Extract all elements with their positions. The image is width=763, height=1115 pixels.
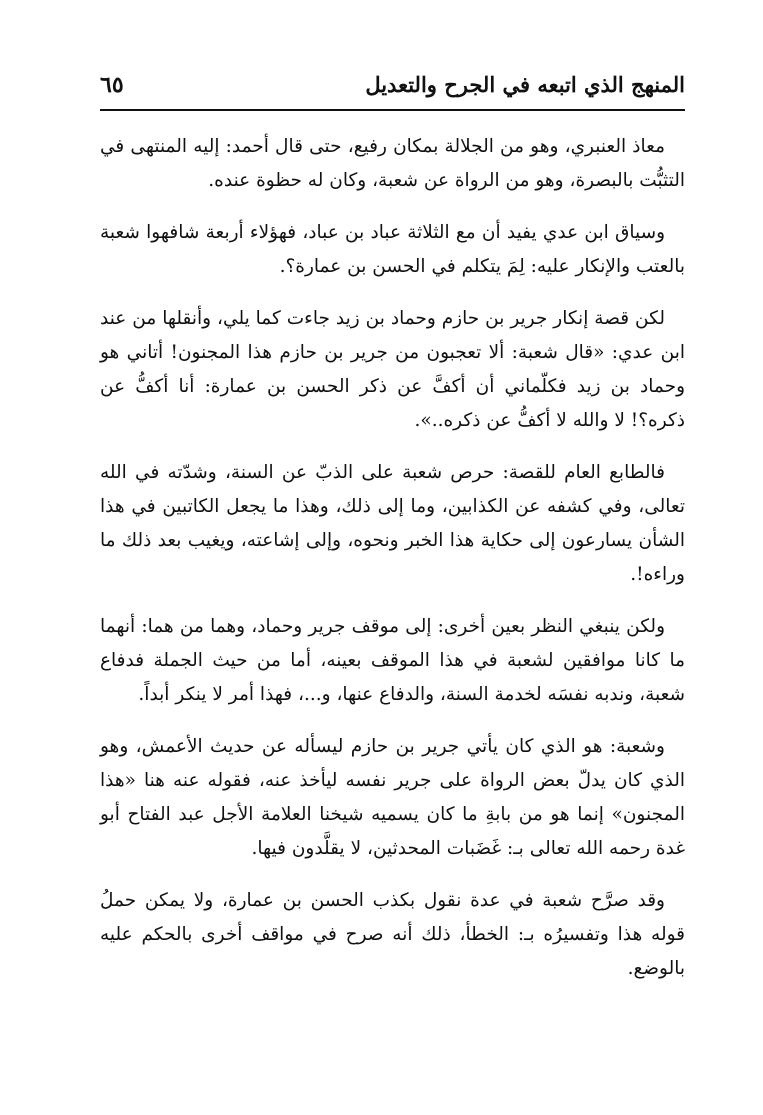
running-title: المنهج الذي اتبعه في الجرح والتعديل [365,72,685,97]
paragraph-6: وشعبة: هو الذي كان يأتي جرير بن حازم ليسأله عن حديث الأعمش، وهو الذي كان يدلّ بعض الرواة على جرير نفسه ليأخذ عنه، فقوله عنه هنا «هذا المجنون» إنما هو من بابةِ ما كان يسميه شيخنا العلامة الأجل عبد الفتاح أبو غدة رحمه الله تعالى بـ: غَضَبات المحدثين، لا يقلَّدون فيها. [100,736,685,859]
paragraph-4: فالطابع العام للقصة: حرص شعبة على الذبّ عن السنة، وشدّته في الله تعالى، وفي كشفه عن الكذابين، وما إلى ذلك، وهذا ما يجعل الكاتبين في هذا الشأن يسارعون إلى حكاية هذا الخبر ونحوه، وإلى إشاعته، ويغيب بعد ذلك ما وراءه!. [100,462,685,585]
header-rule [100,109,685,111]
page-header [100,68,685,108]
paragraph-3: لكن قصة إنكار جرير بن حازم وحماد بن زيد جاءت كما يلي، وأنقلها من عند ابن عدي: «قال شعبة: ألا تعجبون من جرير بن حازم هذا المجنون! أتاني هو وحماد بن زيد فكلّماني أن أكفَّ عن ذكر الحسن بن عمارة: أنا أكفُّ عن ذكره؟! لا والله لا أكفُّ عن ذكره..». [100,308,685,431]
paragraph-1: معاذ العنبري، وهو من الجلالة بمكان رفيع، حتى قال أحمد: إليه المنتهى في التثبُّت بالبصرة، وهو من الرواة عن شعبة، وكان له حظوة عنده. [100,136,685,191]
body-text [100,130,685,1004]
paragraph-7: وقد صرَّح شعبة في عدة نقول بكذب الحسن بن عمارة، ولا يمكن حملُ قوله هذا وتفسيرُه بـ: الخطأ، ذلك أنه صرح في مواقف أخرى بالحكم عليه بالوضع. [100,890,685,979]
paragraph-5: ولكن ينبغي النظر بعين أخرى: إلى موقف جرير وحماد، وهما من هما: أنهما ما كانا موافقين لشعبة في هذا الموقف بعينه، أما من حيث الجملة فدفاع شعبة، وندبه نفسَه لخدمة السنة، والدفاع عنها، و...، فهذا أمر لا ينكر أبداً. [100,616,685,705]
paragraph-2: وسياق ابن عدي يفيد أن مع الثلاثة عباد بن عباد، فهؤلاء أربعة شافهوا شعبة بالعتب والإنكار عليه: لِمَ يتكلم في الحسن بن عمارة؟. [100,222,685,277]
page-number: ٦٥ [100,72,124,98]
